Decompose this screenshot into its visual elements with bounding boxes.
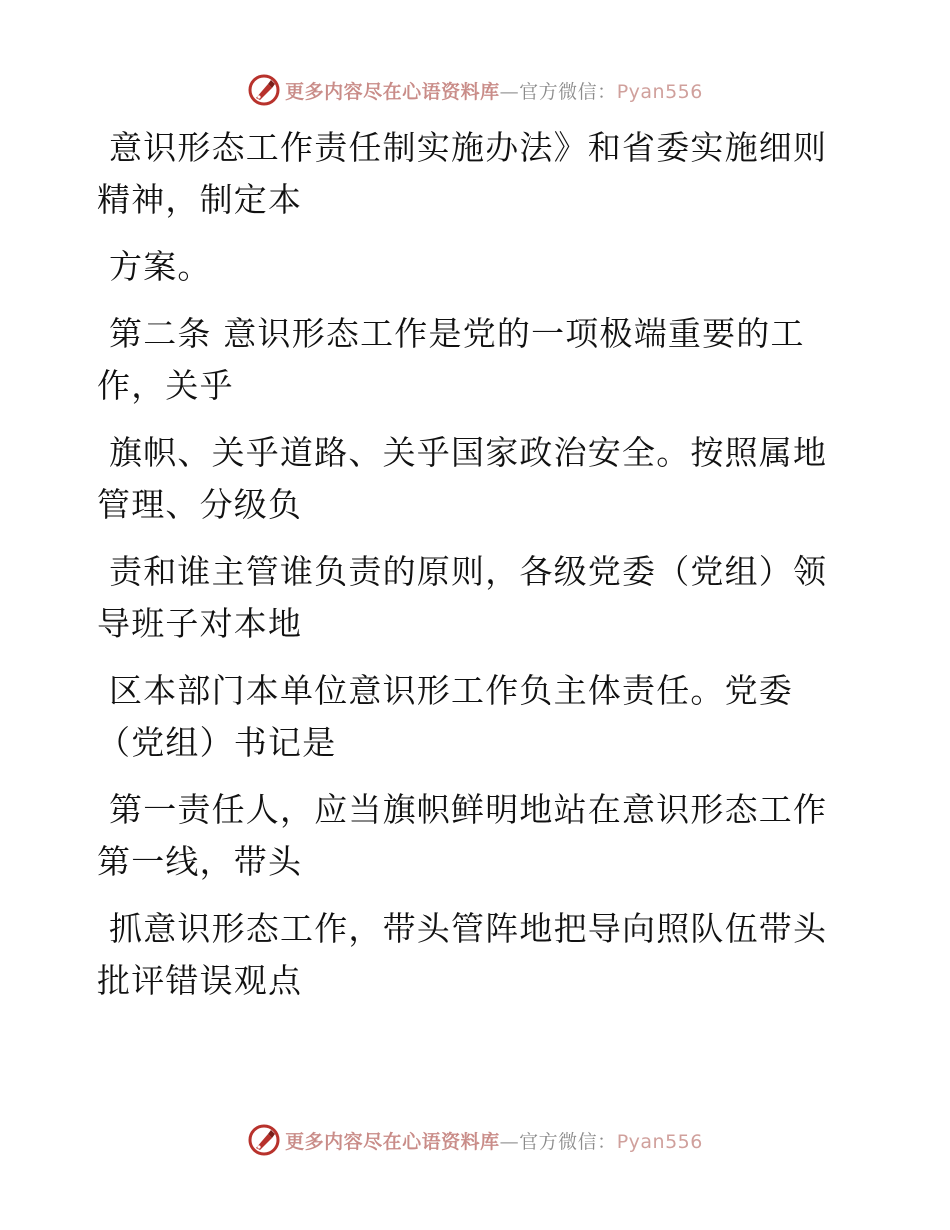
text-line: 方案。: [109, 247, 212, 286]
text-line: （党组）书记是: [97, 723, 337, 762]
text-line: 导班子对本地: [97, 604, 303, 643]
watermark-site-name: 更多内容尽在心语资料库: [285, 1130, 500, 1153]
text-line: 第一责任人，应当旗帜鲜明地站在意识形态工作: [109, 790, 828, 829]
header-watermark: [0, 70, 950, 110]
watermark-wechat-label: 官方微信：: [519, 1130, 617, 1153]
watermark-wechat-id: Pyan556: [616, 80, 703, 103]
paragraph: [97, 308, 837, 412]
text-line: 意识形态工作责任制实施办法》和省委实施细则: [109, 128, 828, 167]
footer-watermark: [0, 1120, 950, 1160]
document-body: [97, 122, 837, 1022]
text-line: 第一线，带头: [97, 842, 303, 881]
text-line: 区本部门本单位意识形工作负主体责任。党委: [109, 671, 793, 710]
paragraph: [97, 784, 837, 888]
pen-logo-icon: [247, 1123, 281, 1157]
paragraph: [97, 427, 837, 531]
text-line: 抓意识形态工作，带头管阵地把导向照队伍带头: [109, 909, 828, 948]
watermark-separator: —: [499, 80, 520, 103]
watermark-separator: —: [499, 1130, 520, 1153]
paragraph: [97, 665, 837, 769]
text-line: 管理、分级负: [97, 485, 303, 524]
pen-logo-icon: [247, 73, 281, 107]
text-line: 旗帜、关乎道路、关乎国家政治安全。按照属地: [109, 433, 828, 472]
paragraph: [97, 546, 837, 650]
text-line: 责和谁主管谁负责的原则，各级党委（党组）领: [109, 552, 828, 591]
paragraph: [97, 241, 837, 293]
text-line: 作，关乎: [97, 366, 234, 405]
watermark-wechat-label: 官方微信：: [519, 80, 617, 103]
paragraph: [97, 122, 837, 226]
text-line: 批评错误观点: [97, 961, 303, 1000]
paragraph: [97, 903, 837, 1007]
watermark-site-name: 更多内容尽在心语资料库: [285, 80, 500, 103]
text-line: 第二条 意识形态工作是党的一项极端重要的工: [109, 314, 805, 353]
text-line: 精神，制定本: [97, 180, 303, 219]
watermark-wechat-id: Pyan556: [616, 1130, 703, 1153]
